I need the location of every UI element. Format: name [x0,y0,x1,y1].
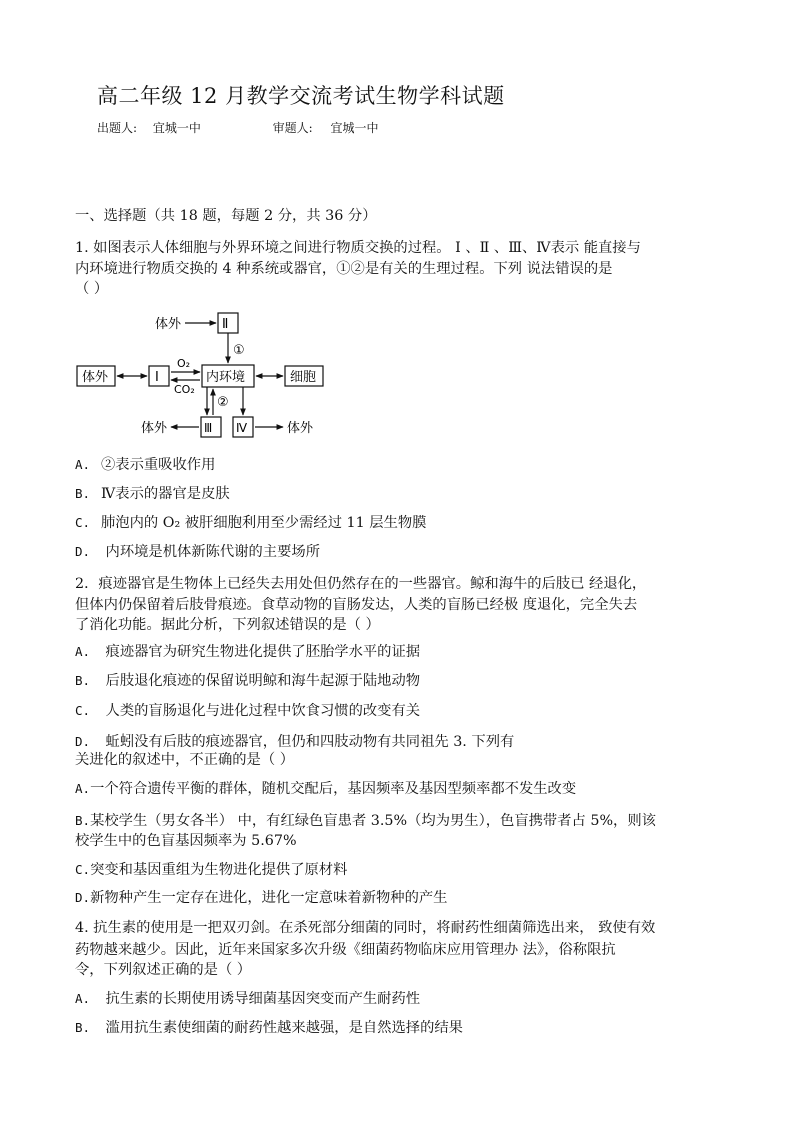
option-text: 校学生中的色盲基因频率为 5.67% [75,833,297,849]
option-text: 蚯蚓没有后肢的痕迹器官，但仍和四肢动物有共同祖先 3. 下列有 [101,734,515,750]
option-text: 一个符合遗传平衡的群体，随机交配后，基因频率及基因型频率都不发生改变 [90,781,577,797]
diagram-outside-bottom-right: 体外 [287,421,314,436]
section-heading: 一、选择题（共 18 题，每题 2 分，共 36 分） [75,208,377,224]
q1-option-a[interactable] [75,455,215,475]
option-text: 后肢退化痕迹的保留说明鲸和海牛起源于陆地动物 [101,673,421,689]
option-text: 滥用抗生素使细菌的耐药性越来越强，是自然选择的结果 [101,1020,463,1036]
q4-stem-line: 药物越来越少。因此，近年来国家多次升级《细菌药物临床应用管理办 法》，俗称限抗 [75,942,616,958]
option-text: 内环境是机体新陈代谢的主要场所 [101,544,320,560]
option-label: A. [75,644,91,659]
option-text: 人类的盲肠退化与进化过程中饮食习惯的改变有关 [101,703,421,719]
q4-stem-line: 令，下列叙述正确的是（ ） [75,962,252,978]
exam-title: 高二年级 12 月教学交流考试生物学科试题 [97,84,505,108]
diagram-outside-bottom-left: 体外 [141,421,168,436]
option-label: D. [75,890,91,905]
q2-option-d[interactable] [75,732,514,752]
option-label: B. [75,1020,91,1035]
q1-option-b[interactable] [75,484,230,504]
q4-stem-line: 4. 抗生素的使用是一把双刃剑。在杀死部分细菌的同时，将耐药性细菌筛选出来， 致使有效 [75,920,656,936]
option-text: 肺泡内的 O₂ 被肝细胞利用至少需经过 11 层生物膜 [101,515,427,531]
diagram-process-2: ② [217,395,229,410]
diagram-process-1: ① [233,343,245,358]
option-label: C. [75,703,91,718]
q1-diagram [75,306,335,446]
reviewer-label: 审题人: [272,121,313,135]
diagram-label-inner-env: 内环境 [206,370,246,385]
q2-stem-line: 但体内仍保留着后肢骨痕迹。食草动物的盲肠发达，人类的盲肠已经极 度退化，完全失去 [75,597,638,613]
q3-option-d[interactable] [75,888,447,908]
option-text: Ⅳ表示的器官是皮肤 [101,486,230,502]
q2-stem-line: 2．痕迹器官是生物体上已经失去用处但仍然存在的一些器官。鲸和海牛的后肢已 经退化， [75,576,647,592]
option-text: 痕迹器官为研究生物进化提供了胚胎学水平的证据 [101,644,421,660]
q3-option-a[interactable] [75,779,576,799]
option-text: 抗生素的长期使用诱导细菌基因突变而产生耐药性 [101,991,421,1007]
q4-option-a[interactable] [75,989,420,1009]
q3-option-c[interactable] [75,860,347,880]
q3-option-b[interactable] [75,811,656,831]
option-label: B. [75,813,91,828]
diagram-label-II: Ⅱ [222,317,229,332]
q1-option-d[interactable] [75,542,320,562]
q1-stem-line: 内环境进行物质交换的 4 种系统或器官，①②是有关的生理过程。下列 说法错误的是 [75,261,613,277]
q3-stem-line: 关进化的叙述中，不正确的是（ ） [75,752,294,768]
diagram-outside-left: 体外 [82,370,109,385]
setter-label: 出题人: [97,121,138,135]
q2-option-c[interactable] [75,701,420,721]
diagram-label-III: Ⅲ [204,421,213,435]
diagram-label-cell: 细胞 [290,370,317,385]
q1-stem-line: （ ） [75,281,109,297]
diagram-box-I [149,366,169,386]
option-label: D. [75,544,91,559]
setter-name: 宜城一中 [152,121,201,135]
diagram-co2: CO₂ [174,383,195,396]
option-label: C. [75,862,91,877]
option-label: A. [75,781,91,796]
option-text: 突变和基因重组为生物进化提供了原材料 [90,862,348,878]
option-label: B. [75,486,91,501]
q2-option-b[interactable] [75,671,420,691]
q2-option-a[interactable] [75,642,420,662]
diagram-o2: O₂ [177,357,191,370]
option-label: B. [75,673,91,688]
option-label: D. [75,734,91,749]
diagram-outside-top: 体外 [155,317,182,332]
option-label: A. [75,991,91,1006]
option-text: 某校学生（男女各半） 中，有红绿色盲患者 3.5%（均为男生），色盲携带者占 5%，则该 [90,813,656,829]
option-text: 新物种产生一定存在进化，进化一定意味着新物种的产生 [90,890,448,906]
q1-option-c[interactable] [75,513,426,533]
q1-stem-line: 1. 如图表示人体细胞与外界环境之间进行物质交换的过程。 Ⅰ 、Ⅱ 、Ⅲ、Ⅳ表示 能直接与 [75,240,641,256]
author-line [97,119,379,136]
diagram-label-IV: Ⅳ [236,421,248,435]
q2-stem-line: 了消化功能。据此分析，下列叙述错误的是（ ） [75,617,380,633]
option-label: A. [75,457,91,472]
option-text: ②表示重吸收作用 [101,457,216,473]
diagram-label-I: Ⅰ [155,370,159,385]
q4-option-b[interactable] [75,1018,463,1038]
q3-option-b-cont [75,831,297,851]
option-label: C. [75,515,91,530]
reviewer-name: 宜城一中 [330,121,379,135]
